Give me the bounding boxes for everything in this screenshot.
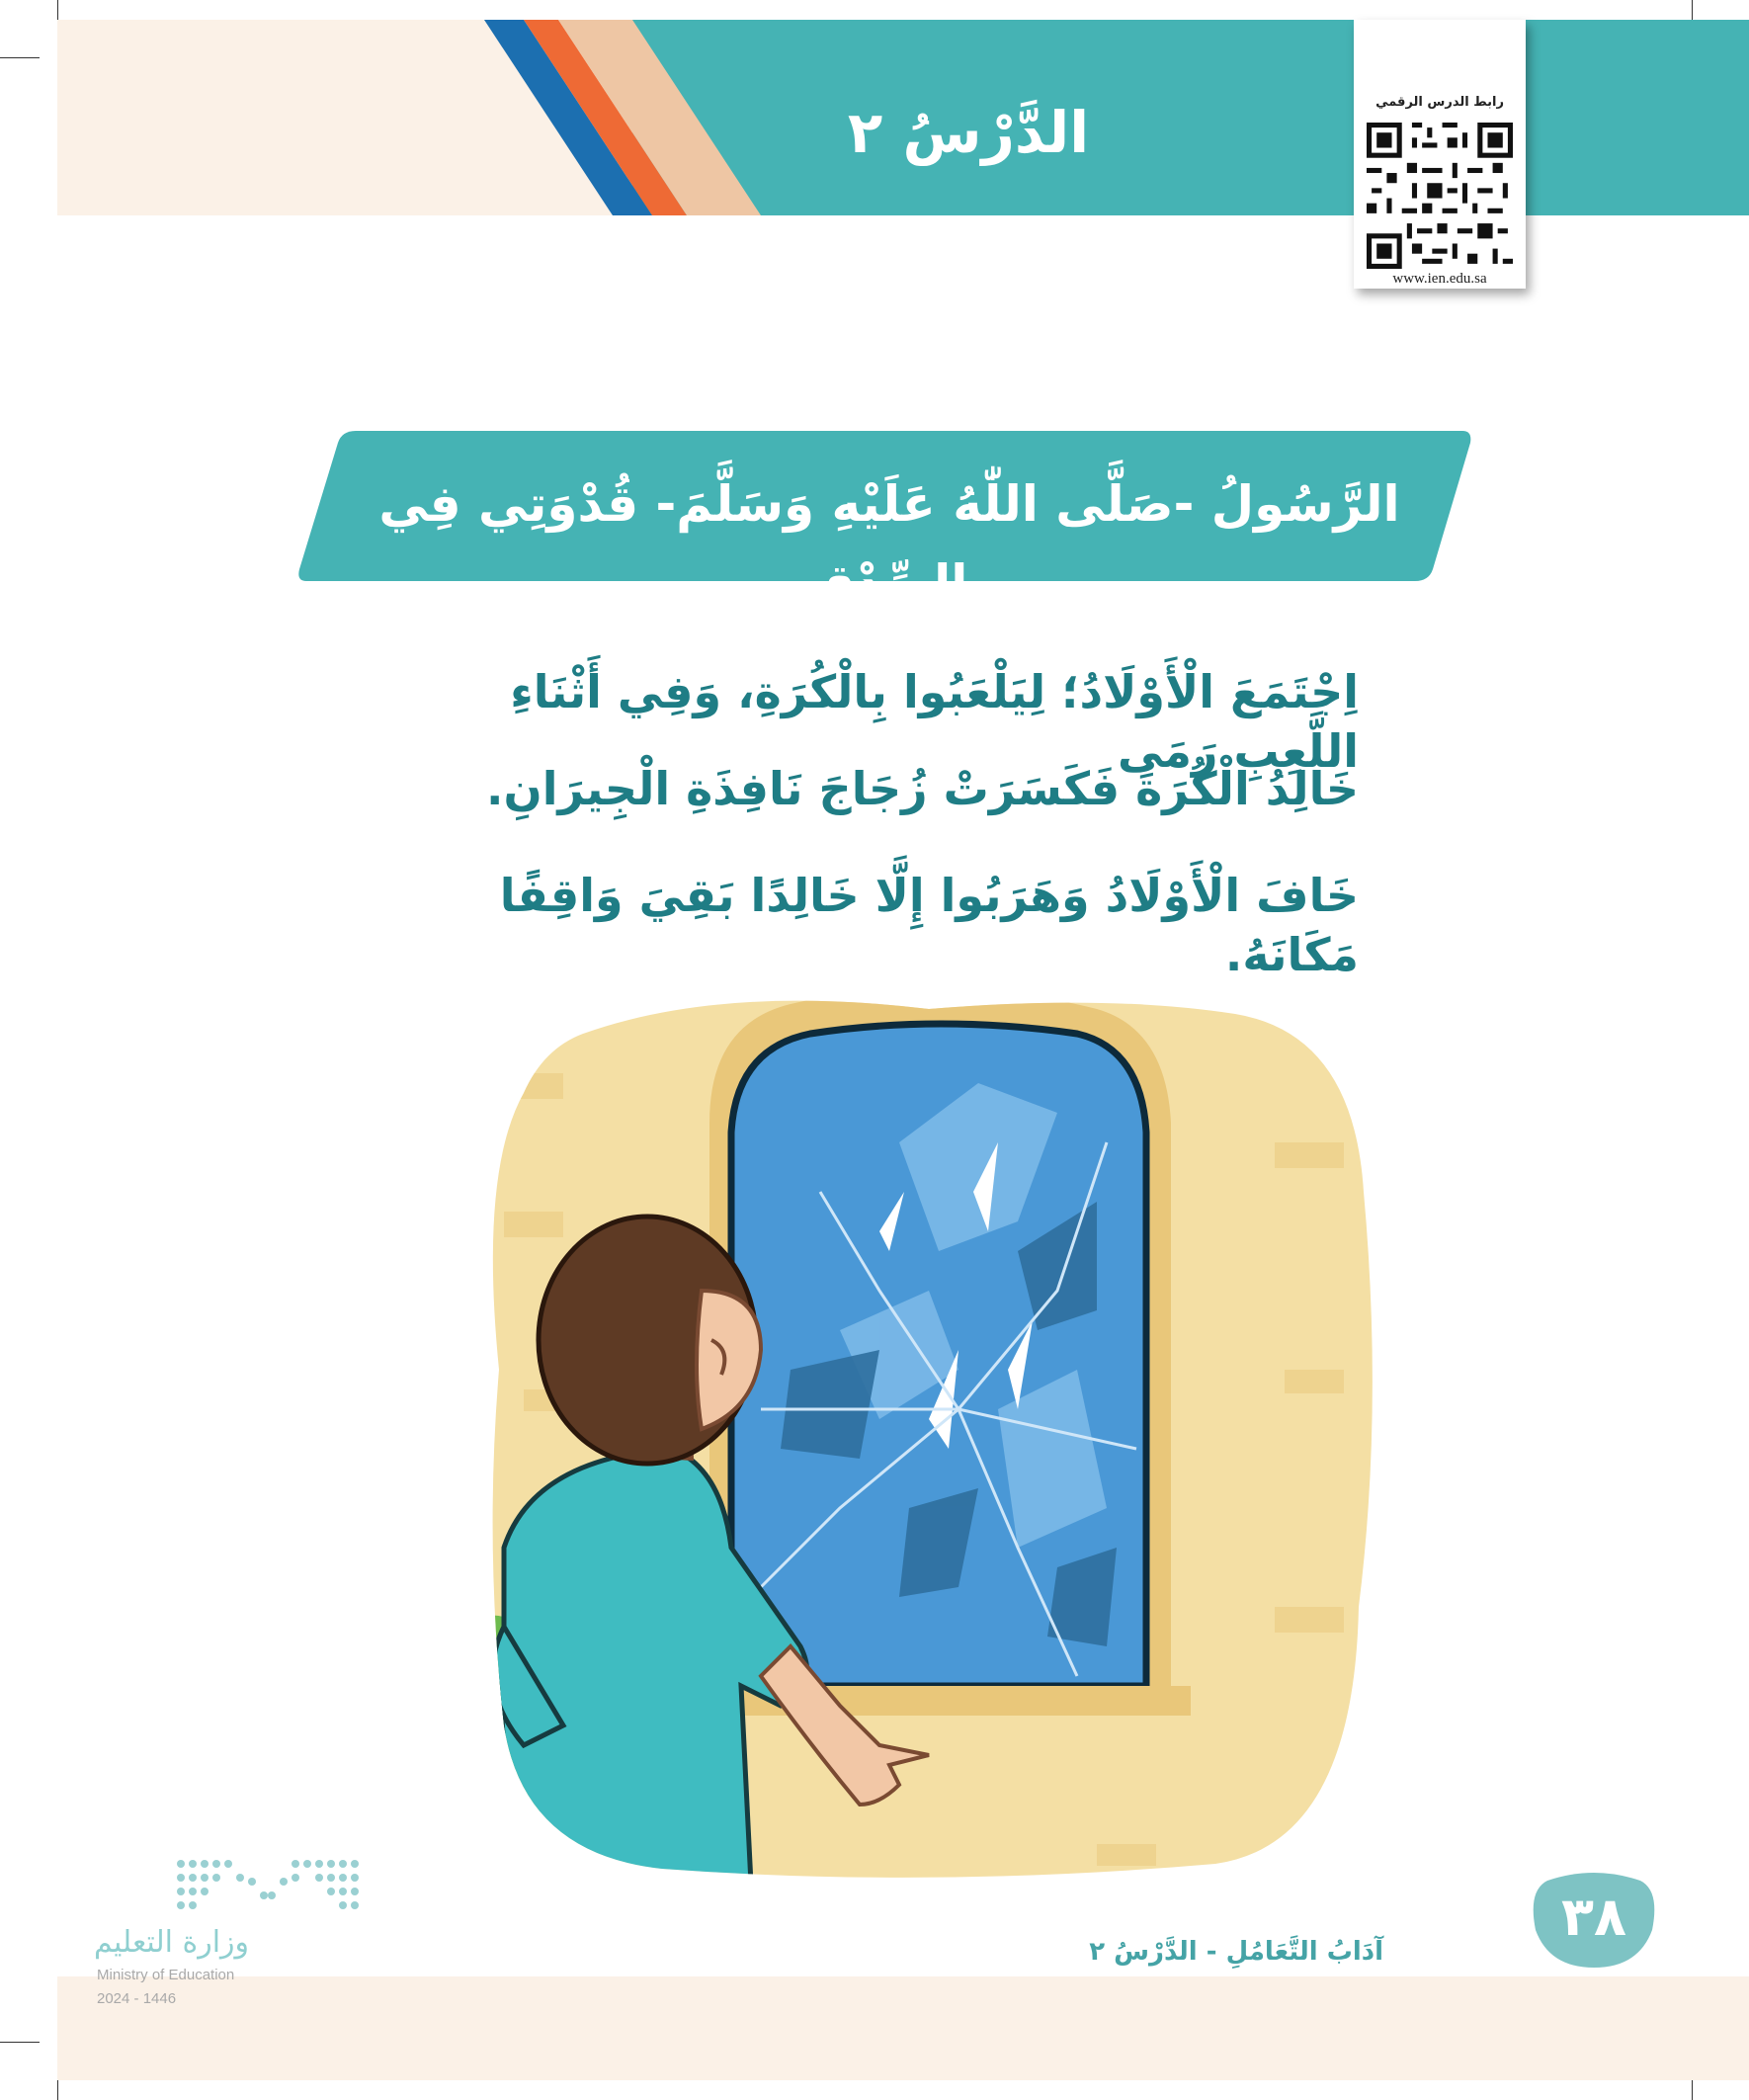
qr-card[interactable] (1354, 20, 1526, 289)
topic-title: الرَّسُولُ -صَلَّى اللّٰهُ عَلَيْهِ وَسَلَّمَ- قُدْوَتِي فِي الصِّدْقِ (378, 475, 1400, 612)
qr-code-icon[interactable] (1367, 123, 1513, 269)
story-line: خَالِدُ الْكُرَةَ فَكَسَرَتْ زُجَاجَ نَافِذَةِ الْجِيرَانِ. (486, 762, 1359, 815)
crop-mark (0, 2042, 40, 2043)
ministry-logo-icon (173, 1856, 361, 1917)
story-line: اِجْتَمَعَ الْأَوْلَادُ؛ لِيَلْعَبُوا بِالْكُرَةِ، وَفِي أَثْنَاءِ اللَّعِبِ رَمَى (510, 665, 1359, 778)
story-line: خَافَ الْأَوْلَادُ وَهَرَبُوا إِلَّا خَالِدًا بَقِيَ وَاقِفًا مَكَانَهُ. (499, 869, 1359, 981)
broken-window-illustration (464, 994, 1383, 1884)
ministry-name-arabic: وزارة التعليم (94, 1925, 250, 1960)
qr-caption: رابط الدرس الرقمي (1375, 95, 1504, 110)
footer-subject: آدَابُ التَّعَامُلِ - الدَّرْسُ ٢ (1089, 1937, 1383, 1967)
qr-url[interactable]: www.ien.edu.sa (1392, 271, 1487, 287)
ministry-year: 2024 - 1446 (97, 1990, 177, 2007)
page-number: ٣٨ (1561, 1886, 1626, 1948)
lesson-title: الدَّرْسُ ٢ (847, 99, 1090, 166)
crop-mark (0, 57, 40, 58)
header-stripes (484, 20, 771, 215)
ministry-name-english: Ministry of Education (97, 1967, 235, 1983)
